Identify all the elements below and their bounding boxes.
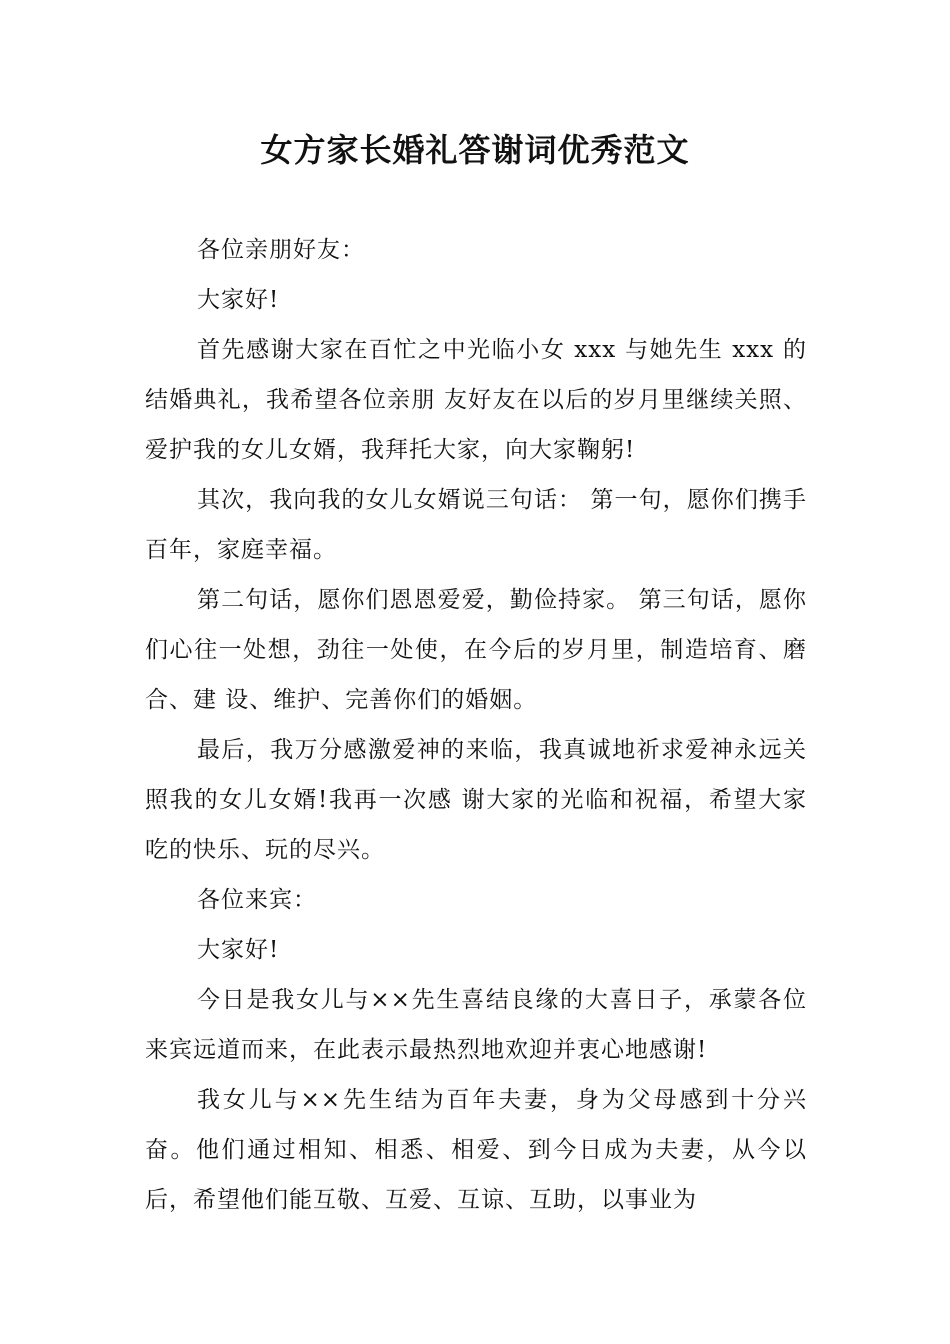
- document-title: 女方家长婚礼答谢词优秀范文: [260, 131, 690, 169]
- paragraph-today: 今日是我女儿与××先生喜结良缘的大喜日子，承蒙各位来宾远道而来，在此表示最热烈地欢迎并衷心地感谢!: [145, 987, 807, 1063]
- document-body: [145, 225, 807, 1225]
- paragraph-marriage: 我女儿与××先生结为百年夫妻，身为父母感到十分兴奋。他们通过相知、相悉、相爱、到今日成为夫妻，从今以后，希望他们能互敬、互爱、互谅、互助，以事业为: [145, 1087, 807, 1213]
- paragraph-third: 第二句话，愿你们恩恩爱爱，勤俭持家。 第三句话，愿你们心往一处想，劲往一处使，在今后的岁月里，制造培育、磨合、建 设、维护、完善你们的婚姻。: [145, 587, 807, 713]
- paragraph-hello-1: 大家好!: [197, 287, 280, 313]
- paragraph-greeting-1: 各位亲朋好友：: [197, 237, 365, 263]
- paragraph-finally: 最后，我万分感激爱神的来临，我真诚地祈求爱神永远关照我的女儿女婿!我再一次感 谢大家的光临和祝福，希望大家吃的快乐、玩的尽兴。: [145, 737, 807, 863]
- paragraph-hello-2: 大家好!: [197, 937, 280, 963]
- paragraph-greeting-2: 各位来宾：: [197, 887, 317, 913]
- paragraph-thanks: 首先感谢大家在百忙之中光临小女 xxx 与她先生 xxx 的结婚典礼，我希望各位亲朋 友好友在以后的岁月里继续关照、爱护我的女儿女婿，我拜托大家，向大家鞠躬!: [145, 337, 807, 463]
- paragraph-second: 其次，我向我的女儿女婿说三句话： 第一句，愿你们携手百年，家庭幸福。: [145, 487, 807, 563]
